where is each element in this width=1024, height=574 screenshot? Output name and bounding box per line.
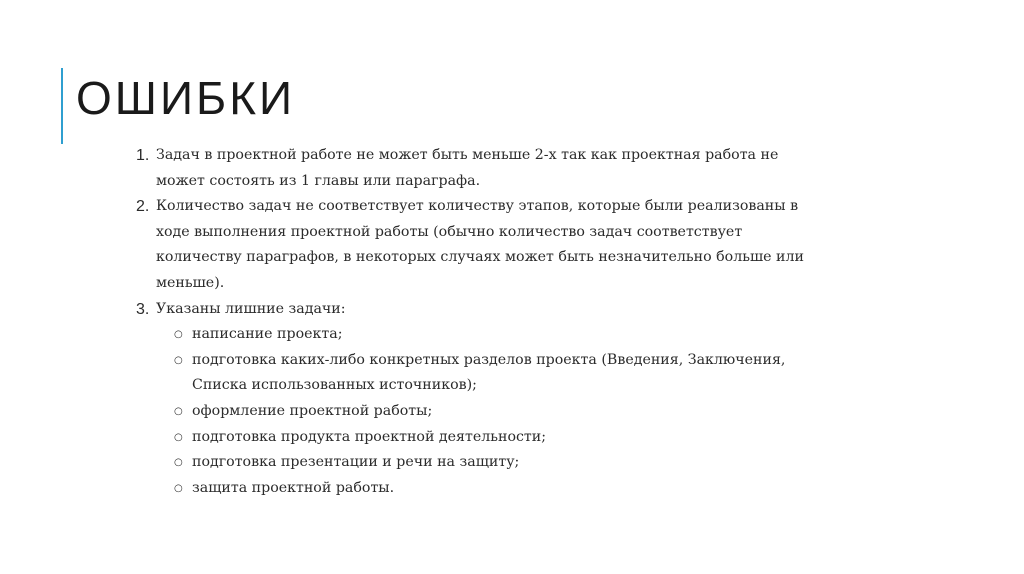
sub-item: [136, 399, 816, 425]
sub-item: [136, 450, 816, 476]
list-item-text: Указаны лишние задачи:: [156, 300, 346, 317]
sub-item-text: написание проекта;: [192, 326, 343, 343]
sub-item: [136, 348, 816, 399]
circle-bullet-icon: ○: [174, 482, 183, 494]
sub-item: [136, 476, 816, 502]
list-item-1: [136, 143, 816, 194]
sub-item-text: защита проектной работы.: [192, 479, 395, 496]
sub-item-text: оформление проектной работы;: [192, 402, 433, 419]
sub-item-text: подготовка каких-либо конкретных разделов проекта (Введения, Заключения, Списка использованных источников);: [192, 351, 786, 394]
sub-item: [136, 425, 816, 451]
list-item-2: [136, 194, 816, 296]
sub-item: [136, 322, 816, 348]
circle-bullet-icon: ○: [174, 457, 183, 469]
list-item-text: Задач в проектной работе не может быть меньше 2-х так как проектная работа не может состоять из 1 главы или параграфа.: [156, 147, 779, 189]
title-accent-bar: [61, 68, 63, 144]
circle-bullet-icon: ○: [174, 431, 183, 443]
circle-bullet-icon: ○: [174, 329, 183, 341]
list-item-text: Количество задач не соответствует количеству этапов, которые были реализованы в ходе выполнения проектной работы (обычно количество задач соответствует количеству параграфов, в некоторых случаях может быть незначительно больше или меньше).: [156, 198, 804, 291]
list-item-number: 3.: [136, 300, 150, 318]
slide-title: ОШИБКИ: [76, 72, 296, 124]
circle-bullet-icon: ○: [174, 354, 183, 366]
sub-item-text: подготовка продукта проектной деятельности;: [192, 428, 547, 445]
sub-item-text: подготовка презентации и речи на защиту;: [192, 454, 520, 471]
list-item-number: 2.: [136, 198, 150, 216]
list-item-3: [136, 297, 816, 323]
circle-bullet-icon: ○: [174, 405, 183, 417]
list-item-number: 1.: [136, 147, 150, 164]
errors-list: [136, 143, 816, 501]
